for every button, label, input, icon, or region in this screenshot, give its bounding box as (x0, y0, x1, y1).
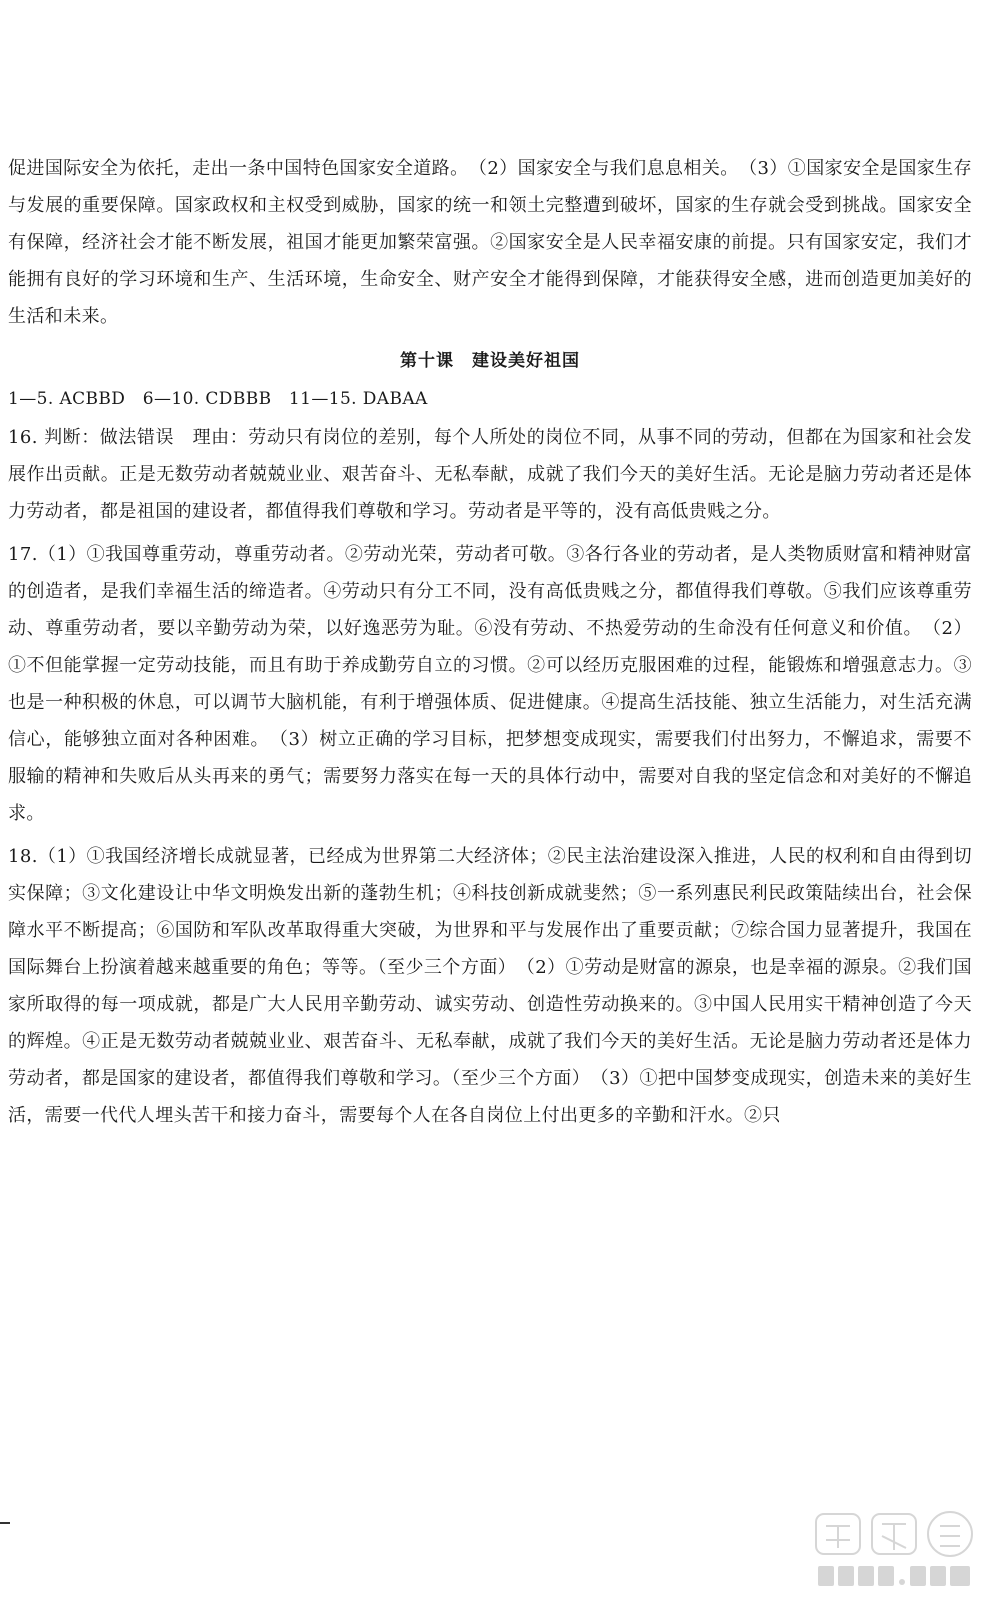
question-17-answer: 17.（1）①我国尊重劳动，尊重劳动者。②劳动光荣，劳动者可敬。③各行各业的劳动者，是人类物质财富和精神财富的创造者，是我们幸福生活的缔造者。④劳动只有分工不同，没有高低贵贱之分，都值得我们尊敬。⑤我们应该尊重劳动、尊重劳动者，要以辛勤劳动为荣，以好逸恶劳为耻。⑥没有劳动、不热爱劳动的生命没有任何意义和价值。 （2）①不但能掌握一定劳动技能，而且有助于养成勤劳自立的习惯。②可以经历克服困难的过程，能锻炼和增强意志力。③也是一种积极的休息，可以调节大脑机能，有利于增强体质、促进健康。④提高生活技能、独立生活能力，对生活充满信心，能够独立面对各种困难。 （3）树立正确的学习目标，把梦想变成现实，需要我们付出努力，不懈追求，需要不服输的精神和失败后从头再来的勇气；需要努力落实在每一天的具体行动中，需要对自我的坚定信念和对美好的不懈追求。 (8, 544, 972, 824)
question-18-answer: 18.（1）①我国经济增长成就显著，已经成为世界第二大经济体；②民主法治建设深入推进，人民的权利和自由得到切实保障；③文化建设让中华文明焕发出新的蓬勃生机；④科技创新成就斐然；⑤一系列惠民利民政策陆续出台，社会保障水平不断提高；⑥国防和军队改革取得重大突破，为世界和平与发展作出了重要贡献；⑦综合国力显著提升，我国在国际舞台上扮演着越来越重要的角色；等等。（至少三个方面） （2）①劳动是财富的源泉，也是幸福的源泉。②我们国家所取得的每一项成就，都是广大人民用辛勤劳动、诚实劳动、创造性劳动换来的。③中国人民用实干精神创造了今天的辉煌。④正是无数劳动者兢兢业业、艰苦奋斗、无私奉献，成就了我们今天的美好生活。无论是脑力劳动者还是体力劳动者，都是国家的建设者，都值得我们尊敬和学习。（至少三个方面） （3）①把中国梦变成现实，创造未来的美好生活，需要一代代人埋头苦干和接力奋斗，需要每个人在各自岗位上付出更多的辛勤和汗水。②只 (8, 846, 972, 1126)
lesson-title: 第十课 建设美好祖国 (400, 351, 580, 371)
site-watermark-logo (812, 1510, 982, 1592)
margin-rule (0, 1522, 10, 1524)
multiple-choice-answers: 1—5. ACBBD 6—10. CDBBB 11—15. DABAA (8, 389, 428, 409)
document-body (8, 150, 972, 1134)
continuation-paragraph: 促进国际安全为依托，走出一条中国特色国家安全道路。 （2）国家安全与我们息息相关。 （3）①国家安全是国家生存与发展的重要保障。国家政权和主权受到威胁，国家的统一和领土完整遭到破坏，国家的生存就会受到挑战。国家安全有保障，经济社会才能不断发展，祖国才能更加繁荣富强。②国家安全是人民幸福安康的前提。只有国家安定，我们才能拥有良好的学习环境和生产、生活环境，生命安全、财产安全才能得到保障，才能获得安全感，进而创造更加美好的生活和未来。 (8, 158, 972, 327)
question-16-answer: 16. 判断：做法错误 理由：劳动只有岗位的差别，每个人所处的岗位不同，从事不同的劳动，但都在为国家和社会发展作出贡献。正是无数劳动者兢兢业业、艰苦奋斗、无私奉献，成就了我们今天的美好生活。无论是脑力劳动者还是体力劳动者，都是祖国的建设者，都值得我们尊敬和学习。劳动者是平等的，没有高低贵贱之分。 (8, 427, 972, 522)
